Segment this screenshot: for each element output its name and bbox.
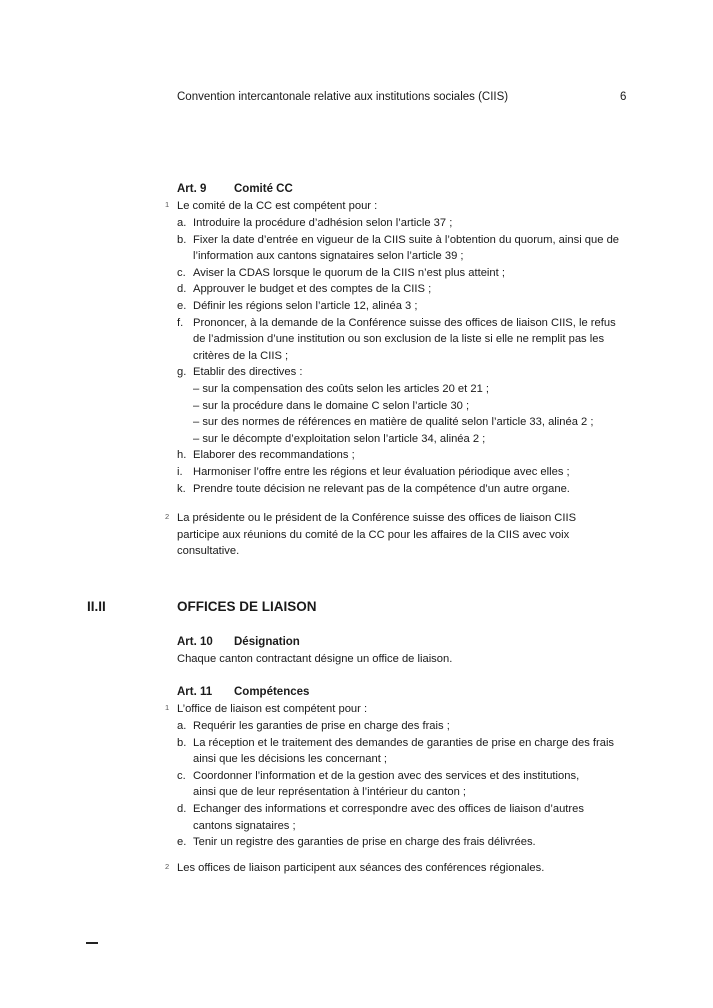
art9-item-line: Prononcer, à la demande de la Conférence suisse des offices de liaison CIIS, le refus — [193, 316, 616, 329]
art9-item-text — [193, 315, 648, 365]
art9-item-label: e. — [177, 300, 187, 312]
section-number: II.II — [87, 599, 106, 614]
art11-item-text — [193, 718, 648, 735]
art11-item-text — [193, 735, 648, 768]
art11-item-label: a. — [177, 720, 187, 732]
art9-item-line: l’information aux cantons signataires selon l’article 39 ; — [193, 250, 464, 263]
art9-item-line: – sur le décompte d’exploitation selon l’article 34, alinéa 2 ; — [193, 432, 486, 445]
art11-item-text — [193, 801, 648, 834]
art9-item-text — [193, 232, 648, 265]
art9-paragraph-1-intro: Le comité de la CC est compétent pour : — [177, 200, 378, 212]
art9-item-text — [193, 481, 648, 498]
art9-item-label: k. — [177, 482, 186, 495]
art9-item-label: d. — [177, 283, 187, 296]
art11-item-line: Coordonner l’information et de la gestion avec des services et des institutions, — [193, 769, 580, 782]
art9-item-line: Introduire la procédure d’adhésion selon l’article 37 ; — [193, 217, 453, 229]
art10-text: Chaque canton contractant désigne un office de liaison. — [177, 653, 453, 665]
art9-item-line: Définir les régions selon l’article 12, alinéa 3 ; — [193, 300, 418, 312]
art9-item-line: de l’admission d’une institution ou son exclusion de la liste si elle ne remplit pas les — [193, 333, 605, 346]
art9-item-line: Fixer la date d’entrée en vigueur de la CIIS suite à l’obtention du quorum, ainsi que de — [193, 233, 620, 246]
art9-number: Art. 9 — [177, 183, 207, 195]
art9-item-line: critères de la CIIS ; — [193, 349, 289, 362]
art9-item-line: – sur la procédure dans le domaine C selon l’article 30 ; — [193, 399, 470, 412]
art11-item-line: cantons signataires ; — [193, 819, 296, 832]
art11-item-line: Tenir un registre des garanties de prise en charge des frais délivrées. — [193, 836, 536, 849]
art9-title: Comité CC — [234, 183, 293, 195]
art11-item-text — [193, 768, 648, 801]
art9-item-text — [193, 265, 648, 282]
art9-item-line: Aviser la CDAS lorsque le quorum de la CIIS n’est plus atteint ; — [193, 266, 505, 279]
art9-item-line: Harmoniser l’offre entre les régions et leur évaluation périodique avec elles ; — [193, 466, 570, 478]
art11-paragraph-2: Les offices de liaison participent aux séances des conférences régionales. — [177, 862, 545, 874]
art11-item-text — [193, 834, 648, 851]
art9-item-text — [193, 464, 648, 481]
art11-item-line: La réception et le traitement des demandes de garanties de prise en charge des frais — [193, 736, 615, 749]
art9-item-line: – sur des normes de références en matière de qualité selon l’article 33, alinéa 2 ; — [193, 416, 594, 429]
art9-item-line: Prendre toute décision ne relevant pas de la compétence d’un autre organe. — [193, 482, 570, 495]
footer-rule — [86, 942, 98, 944]
art9-item-text — [193, 215, 648, 232]
art11-number: Art. 11 — [177, 686, 213, 698]
art9-item-label: g. — [177, 366, 187, 379]
art9-item-text — [193, 364, 648, 447]
art9-paragraph-2-number: 2 — [165, 512, 170, 521]
art9-item-label: h. — [177, 449, 187, 462]
art9-item-line: – sur la compensation des coûts selon les articles 20 et 21 ; — [193, 382, 490, 395]
art9-item-label: b. — [177, 233, 187, 246]
art9-item-label: f. — [177, 316, 184, 329]
art11-paragraph-1-number: 1 — [165, 703, 170, 712]
art9-item-label: i. — [177, 466, 183, 478]
art11-item-label: c. — [177, 769, 186, 782]
art10-title: Désignation — [234, 636, 300, 648]
art9-item-label: a. — [177, 217, 187, 229]
art9-paragraph-2-line: consultative. — [177, 545, 240, 558]
art9-item-text — [193, 281, 648, 298]
art11-item-line: Requérir les garanties de prise en charge des frais ; — [193, 720, 450, 732]
art11-item-line: Echanger des informations et correspondre avec des offices de liaison d’autres — [193, 803, 584, 815]
art11-item-label: b. — [177, 736, 187, 749]
art11-item-line: ainsi que de leur représentation à l’intérieur du canton ; — [193, 786, 467, 799]
art9-item-line: Elaborer des recommandations ; — [193, 449, 355, 462]
art11-item-line: ainsi que les décisions les concernant ; — [193, 753, 388, 766]
art11-item-label: d. — [177, 803, 187, 815]
running-header-title: Convention intercantonale relative aux institutions sociales (CIIS) — [177, 91, 509, 103]
art9-paragraph-1-number: 1 — [165, 200, 170, 209]
page-number: 6 — [620, 91, 627, 103]
art11-paragraph-2-number: 2 — [165, 862, 170, 871]
art9-item-line: Approuver le budget et des comptes de la CIIS ; — [193, 283, 432, 296]
art11-item-label: e. — [177, 836, 187, 849]
section-title: OFFICES DE LIAISON — [177, 599, 317, 614]
art9-item-text — [193, 298, 648, 315]
art9-paragraph-2 — [177, 510, 576, 560]
art9-item-line: Etablir des directives : — [193, 366, 303, 379]
art9-paragraph-2-line: participe aux réunions du comité de la CC pour les affaires de la CIIS avec voix — [177, 528, 570, 541]
art9-item-label: c. — [177, 266, 186, 279]
art10-number: Art. 10 — [177, 636, 213, 648]
art11-title: Compétences — [234, 686, 310, 698]
art9-paragraph-2-line: La présidente ou le président de la Conférence suisse des offices de liaison CIIS — [177, 512, 577, 524]
art9-item-text — [193, 447, 648, 464]
art11-paragraph-1-intro: L’office de liaison est compétent pour : — [177, 703, 368, 715]
